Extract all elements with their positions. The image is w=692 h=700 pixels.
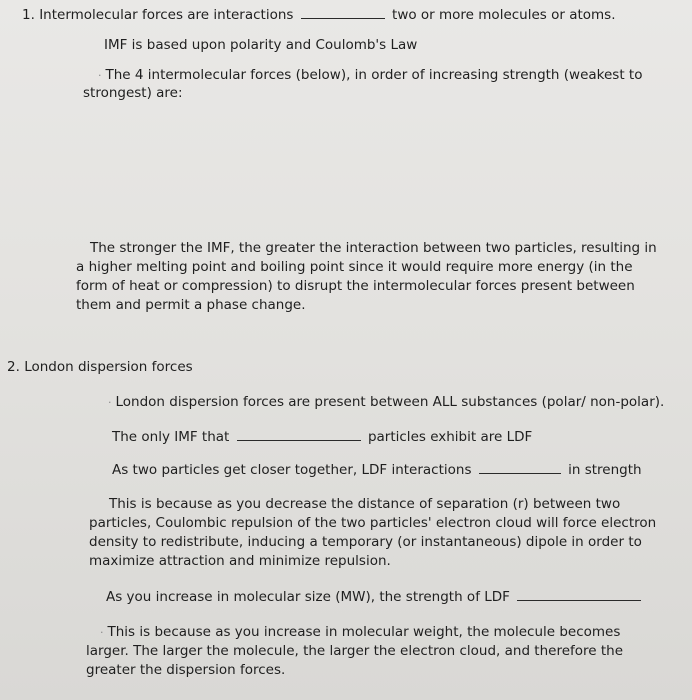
four-forces-text-1: The 4 intermolecular forces (below), in order of increasing strength (weakest to — [105, 67, 643, 83]
section1-heading-before: Intermolecular forces are interactions — [39, 7, 294, 23]
blank-interactions[interactable] — [301, 6, 385, 19]
blank-only-imf[interactable] — [237, 428, 361, 441]
section2-heading — [7, 359, 193, 376]
closer-after: in strength — [568, 462, 642, 478]
molecular-weight-paragraph — [86, 623, 658, 680]
stronger-imf-text: The stronger the IMF, the greater the interaction between two particles, resulting in a higher melting point and boiling point since it would require more energy (in the form of heat or compression) to disrupt the intermolecular forces present between them and permit a phase change. — [76, 240, 657, 313]
closer-before: As two particles get closer together, LDF interactions — [112, 462, 472, 478]
stronger-imf-paragraph — [76, 239, 661, 315]
four-forces-line — [98, 67, 642, 84]
ldf-present-line — [108, 394, 664, 411]
blank-closer[interactable] — [479, 461, 561, 474]
blank-molecular-size[interactable] — [517, 588, 641, 601]
only-imf-line — [112, 428, 532, 446]
imf-basis-text: IMF is based upon polarity and Coulomb's Law — [104, 37, 418, 53]
decrease-distance-paragraph — [89, 495, 669, 571]
section2-number: 2. — [7, 359, 20, 375]
section1-heading — [22, 6, 616, 24]
bullet-icon: · — [108, 396, 112, 409]
bullet-icon: · — [98, 69, 102, 82]
imf-basis-line — [104, 37, 417, 54]
section2-heading-text: London dispersion forces — [24, 359, 193, 375]
ldf-present-text: London dispersion forces are present between ALL substances (polar/ non-polar). — [115, 394, 665, 410]
molecular-size-text: As you increase in molecular size (MW), the strength of LDF — [106, 589, 510, 605]
only-imf-before: The only IMF that — [112, 429, 230, 445]
decrease-distance-text: This is because as you decrease the distance of separation (r) between two particles, Coulombic repulsion of the two particles' electron cloud will force electron density to redistribute, inducing a temporary (or instantaneous) dipole in order to maximize attraction and minimize repulsion. — [89, 496, 657, 569]
molecular-size-line — [106, 588, 644, 606]
section1-heading-after: two or more molecules or atoms. — [392, 7, 616, 23]
molecular-weight-text: This is because as you increase in molecular weight, the molecule becomes larger. The larger the molecule, the larger the electron cloud, and therefore the greater the dispersion forces. — [86, 624, 624, 678]
four-forces-line-2 — [83, 85, 183, 102]
bullet-icon: · — [100, 626, 104, 639]
closer-line — [112, 461, 642, 479]
section1-number: 1. — [22, 7, 35, 23]
only-imf-after: particles exhibit are LDF — [367, 429, 533, 445]
four-forces-text-2: strongest) are: — [83, 85, 183, 101]
